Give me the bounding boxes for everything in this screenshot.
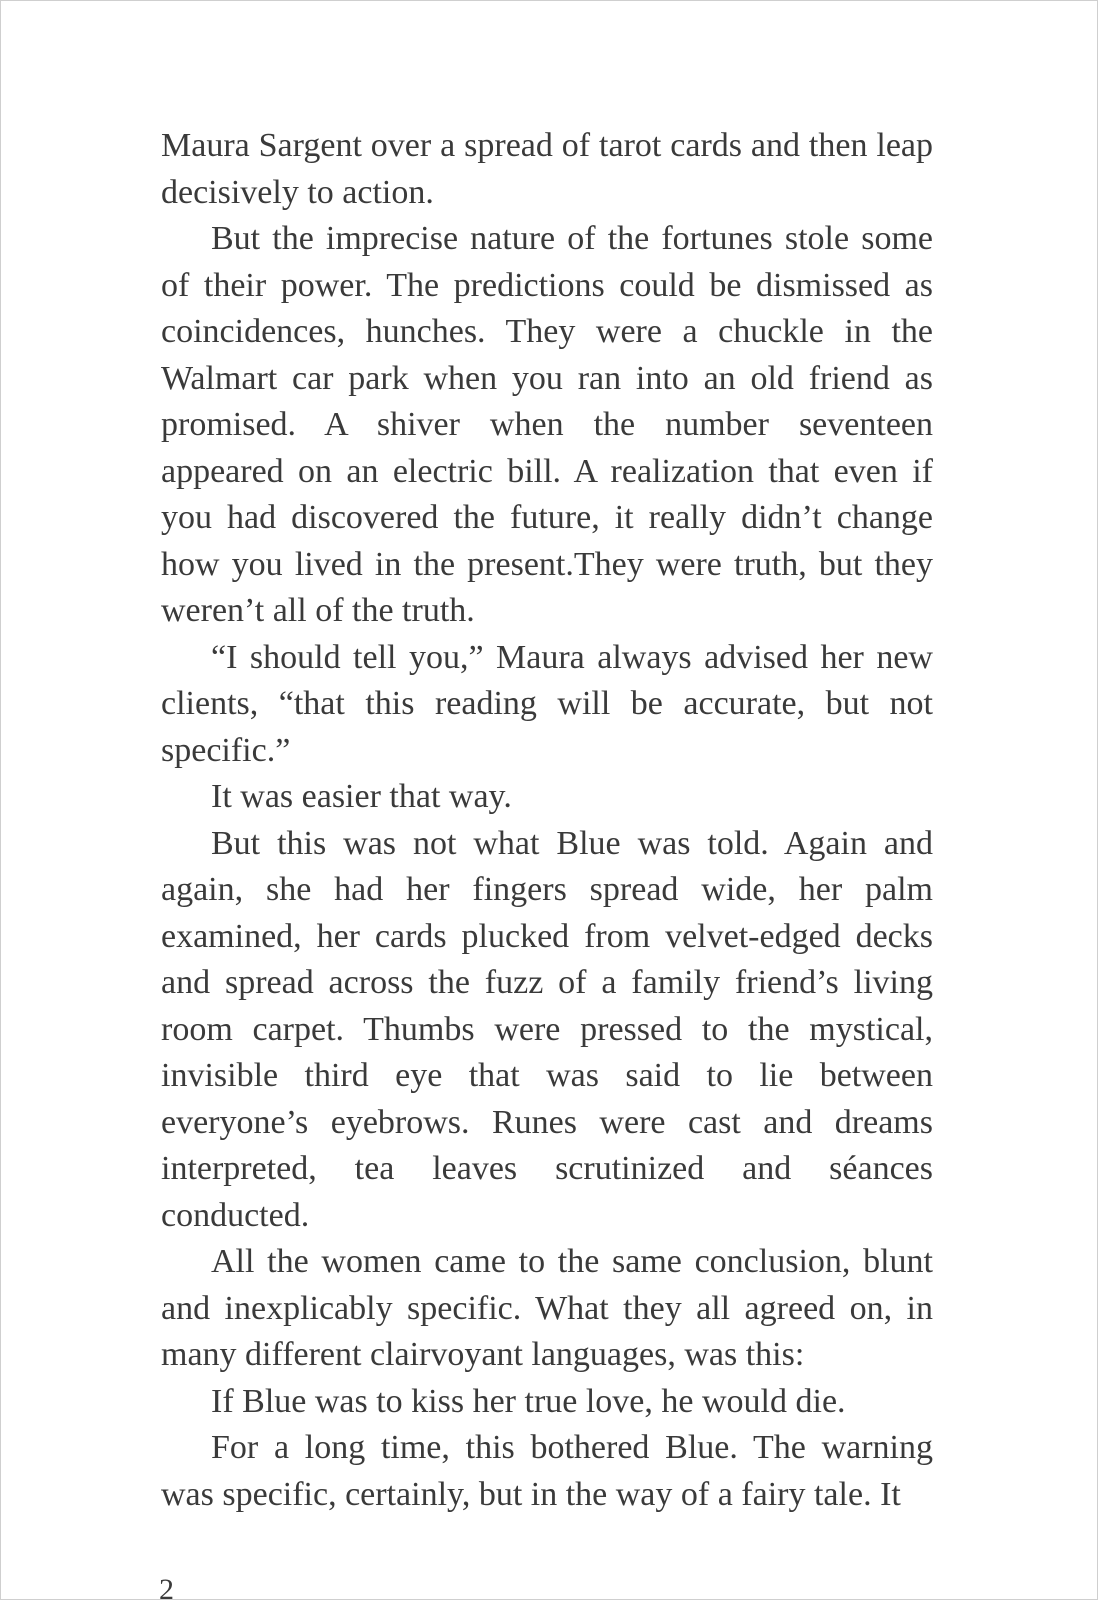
paragraph-fortunes: But the imprecise nature of the fortunes stole some of their power. The predictions could be dismissed as coincidences, hunches. They were a chuckle in the Walmart car park when you ran into an old friend as promised. A shiver when the number seventeen appeared on an electric bill. A realization that even if you had discovered the future, it really didn’t change how you lived in the present.They were truth, but they weren’t all of the truth. [161,220,933,629]
paragraph-conclusion: All the women came to the same conclusion, blunt and inexplicably specific. What they all agreed on, in many different clairvoyant languages, was this: [161,1243,933,1373]
paragraph-blue-told: But this was not what Blue was told. Again and again, she had her fingers spread wide, her palm examined, her cards plucked from velvet-edged decks and spread across the fuzz of a family friend’s living room carpet. Thumbs were pressed to the mystical, invisible third eye that was said to lie between everyone’s eyebrows. Runes were cast and dreams interpreted, tea leaves scrutinized and séances conducted. [161,824,933,1234]
paragraph-continuation: Maura Sargent over a spread of tarot cards and then leap decisively to action. [161,127,933,211]
paragraph-easier: It was easier that way. [211,778,512,815]
paragraph-prophecy: If Blue was to kiss her true love, he would die. [211,1382,846,1420]
paragraph-maura-advice: “I should tell you,” Maura always advised her new clients, “that this reading will be accurate, but not specific.” [161,638,933,769]
page-number: 2 [159,1573,174,1606]
paragraph-bothered: For a long time, this bothered Blue. The warning was specific, certainly, but in the way of a fairy tale. It [161,1429,933,1513]
body-text [161,123,933,1518]
